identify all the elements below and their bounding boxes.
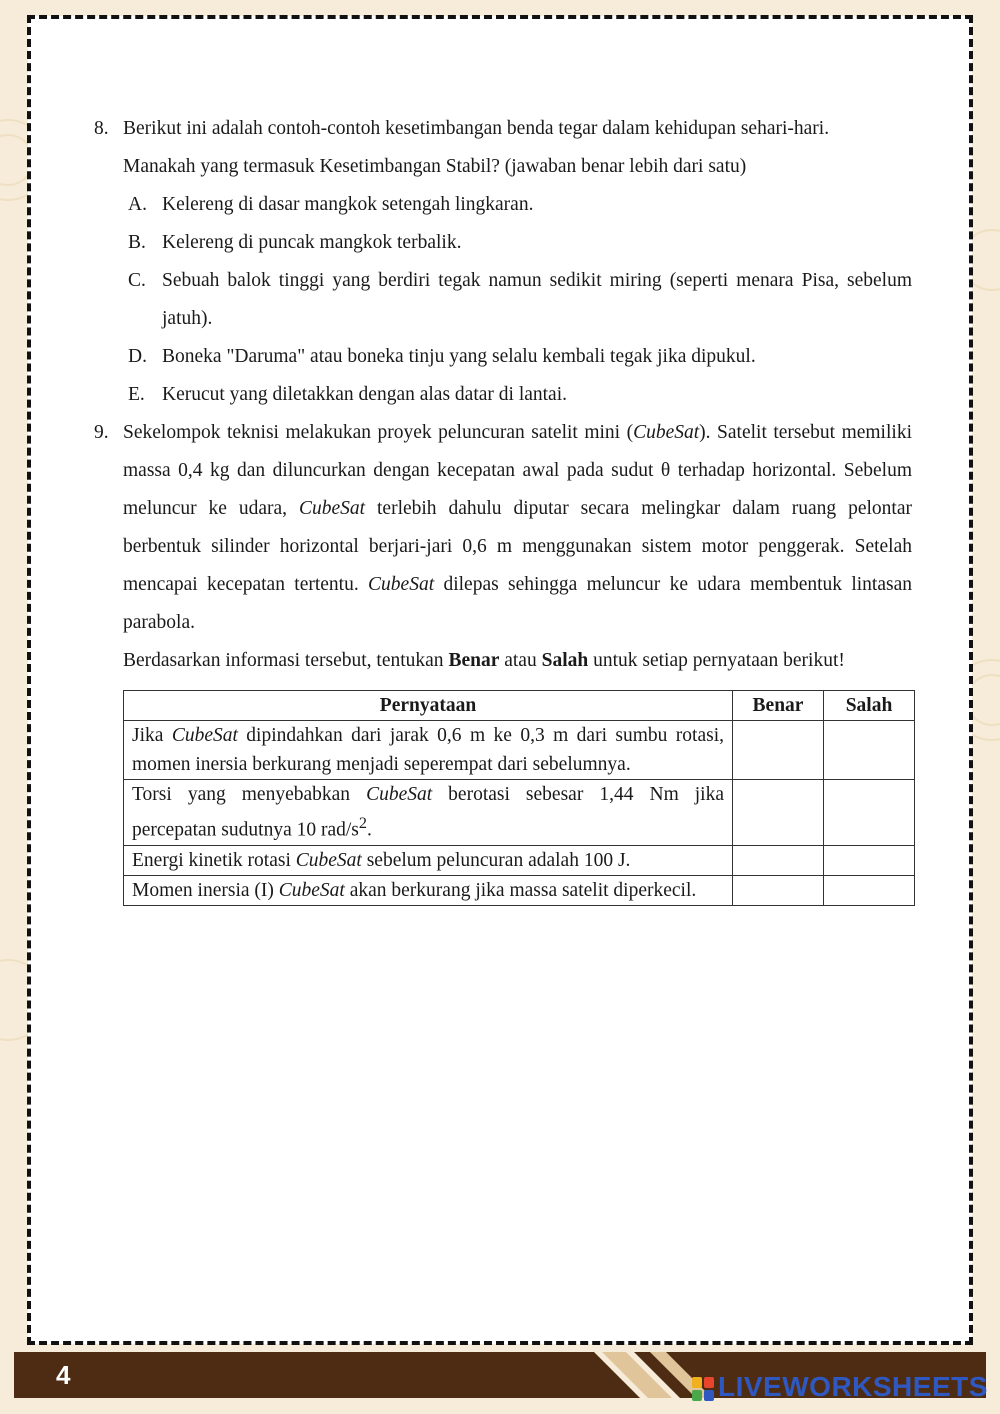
- question-8: [94, 110, 912, 414]
- header-salah: Salah: [824, 691, 915, 721]
- true-false-table: [123, 690, 915, 906]
- option-letter: C.: [128, 270, 146, 291]
- option-e[interactable]: [128, 376, 912, 414]
- header-pernyataan: Pernyataan: [124, 691, 733, 721]
- table-row: [124, 875, 915, 905]
- salah-checkbox[interactable]: [824, 845, 915, 875]
- worksheet-content: [94, 110, 912, 906]
- table-header-row: [124, 691, 915, 721]
- benar-checkbox[interactable]: [733, 845, 824, 875]
- statement-cell: Torsi yang menyebabkan CubeSat berotasi sebesar 1,44 Nm jika percepatan sudutnya 10 rad/$s^2$.: [124, 780, 733, 846]
- option-b[interactable]: [128, 224, 912, 262]
- salah-checkbox[interactable]: [824, 875, 915, 905]
- statement-cell: Momen inersia (I) CubeSat akan berkurang jika massa satelit diperkecil.: [124, 875, 733, 905]
- option-text: Boneka "Daruma" atau boneka tinju yang selalu kembali tegak jika dipukul.: [162, 346, 756, 367]
- option-letter: D.: [128, 346, 147, 367]
- salah-checkbox[interactable]: [824, 721, 915, 780]
- statement-cell: Energi kinetik rotasi CubeSat sebelum peluncuran adalah 100 J.: [124, 845, 733, 875]
- option-letter: E.: [128, 384, 145, 405]
- header-benar: Benar: [733, 691, 824, 721]
- option-d[interactable]: [128, 338, 912, 376]
- question-9: [94, 414, 912, 906]
- option-text: Kelereng di dasar mangkok setengah lingkaran.: [162, 194, 534, 215]
- liveworksheets-brand[interactable]: LIVEWORKSHEETS: [718, 1371, 988, 1402]
- option-text: Kerucut yang diletakkan dengan alas datar di lantai.: [162, 384, 568, 405]
- question-stem: Sekelompok teknisi melakukan proyek peluncuran satelit mini (CubeSat). Satelit tersebut memiliki massa 0,4 kg dan diluncurkan dengan kecepatan awal pada sudut θ terhadap horizontal. Sebelum meluncur ke udara, CubeSat terlebih dahulu diputar secara melingkar dalam ruang pelontar berbentuk silinder horizontal berjari-jari 0,6 m menggunakan sistem motor penggerak. Setelah mencapai kecepatan tertentu. CubeSat dilepas sehingga meluncur ke udara membentuk lintasan parabola.: [123, 422, 912, 633]
- option-text: Sebuah balok tinggi yang berdiri tegak namun sedikit miring (seperti menara Pisa, sebelum jatuh).: [162, 270, 912, 329]
- table-row: [124, 845, 915, 875]
- question-number: 9.: [94, 422, 109, 443]
- liveworksheets-logo-icon: [692, 1377, 714, 1401]
- page-number: 4: [56, 1360, 71, 1390]
- benar-checkbox[interactable]: [733, 875, 824, 905]
- benar-checkbox[interactable]: [733, 780, 824, 846]
- question-stem: Berikut ini adalah contoh-contoh kesetimbangan benda tegar dalam kehidupan sehari-hari. Manakah yang termasuk Kesetimbangan Stabil? (jawaban benar lebih dari satu): [123, 118, 830, 177]
- option-letter: B.: [128, 232, 146, 253]
- option-c[interactable]: [128, 262, 912, 338]
- option-text: Kelereng di puncak mangkok terbalik.: [162, 232, 462, 253]
- benar-checkbox[interactable]: [733, 721, 824, 780]
- option-a[interactable]: [128, 186, 912, 224]
- statement-cell: Jika CubeSat dipindahkan dari jarak 0,6 m ke 0,3 m dari sumbu rotasi, momen inersia berkurang menjadi seperempat dari sebelumnya.: [124, 721, 733, 780]
- table-row: [124, 780, 915, 846]
- table-row: [124, 721, 915, 780]
- question-number: 8.: [94, 118, 109, 139]
- option-letter: A.: [128, 194, 147, 215]
- salah-checkbox[interactable]: [824, 780, 915, 846]
- instruction: Berdasarkan informasi tersebut, tentukan Benar atau Salah untuk setiap pernyataan berikut!: [123, 650, 845, 671]
